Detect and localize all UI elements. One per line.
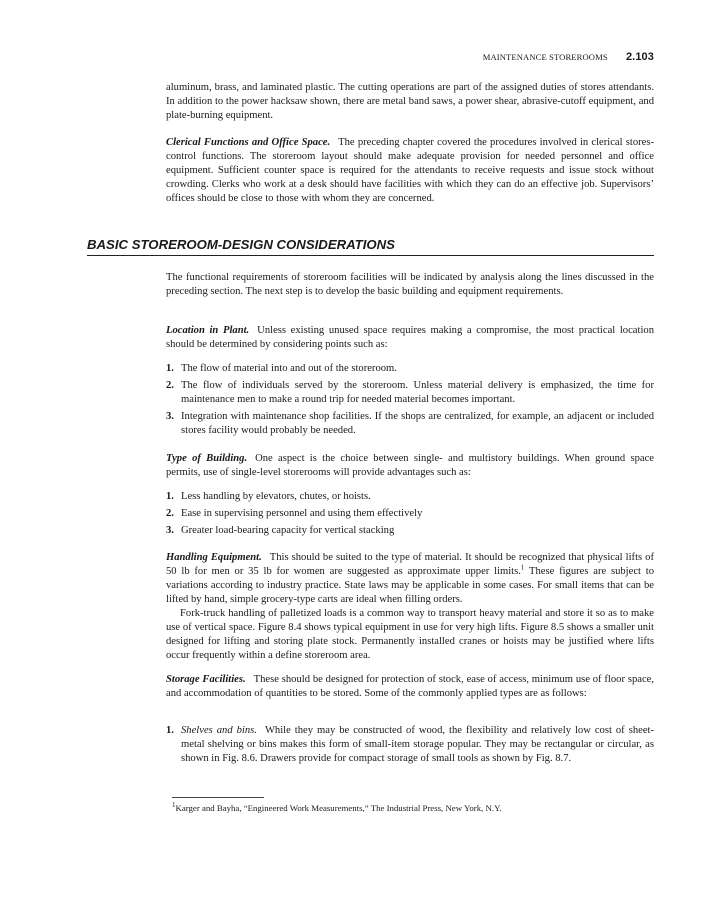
building-paragraph	[166, 452, 654, 480]
list-item-number: 1.	[166, 363, 174, 374]
footnote-rule	[172, 797, 264, 798]
intro-block	[166, 81, 654, 123]
location-list-block	[166, 362, 654, 438]
list-item-text: Less handling by elevators, chutes, or hoists.	[181, 491, 371, 502]
list-item-title: Shelves and bins.	[181, 725, 257, 736]
list-item-number: 3.	[166, 411, 174, 422]
location-text: Unless existing unused space requires making a compromise, the most practical location should be determined by considering points such as:	[166, 325, 654, 350]
building-list	[166, 490, 654, 538]
handling-block	[166, 551, 654, 663]
list-item-text: Greater load-bearing capacity for vertical stacking	[181, 525, 395, 536]
list-item	[166, 724, 654, 766]
list-item	[166, 362, 654, 376]
list-item-text: Integration with maintenance shop facilities. If the shops are centralized, for example, an adjacent or included stores facility would probably be needed.	[181, 411, 654, 436]
building-text: One aspect is the choice between single- and multistory buildings. When ground space permits, use of single-level storerooms will provide advantages such as:	[166, 453, 654, 478]
building-block	[166, 452, 654, 480]
storage-paragraph	[166, 673, 654, 701]
clerical-heading: Clerical Functions and Office Space.	[166, 137, 331, 148]
section-intro-paragraph: The functional requirements of storeroom facilities will be indicated by analysis along the lines discussed in the preceding section. The next step is to develop the basic building and equipment requirements.	[166, 272, 654, 297]
list-item-text: The flow of material into and out of the storeroom.	[181, 363, 397, 374]
location-heading: Location in Plant.	[166, 325, 250, 336]
section-heading: BASIC STOREROOM-DESIGN CONSIDERATIONS	[87, 237, 654, 256]
list-item-number: 1.	[166, 725, 174, 736]
list-item	[166, 379, 654, 407]
location-block	[166, 324, 654, 352]
section-intro-block	[166, 271, 654, 299]
location-paragraph	[166, 324, 654, 352]
clerical-paragraph	[166, 136, 654, 206]
storage-text: These should be designed for protection of stock, ease of access, minimum use of floor space, and accommodation of quantities to be stored. Some of the commonly applied types are as follows:	[166, 674, 654, 699]
building-list-block	[166, 490, 654, 538]
list-item-number: 2.	[166, 380, 174, 391]
list-item-text: While they may be constructed of wood, the flexibility and relatively low cost of sheet-metal shelving or bins makes this form of small-item storage popular. They may be rectangular or circular, as shown in Fig. 8.6. Drawers provide for compact storage of small tools as shown by Fig. 8.7.	[181, 725, 654, 764]
list-item-number: 3.	[166, 525, 174, 536]
storage-list	[166, 724, 654, 766]
storage-heading: Storage Facilities.	[166, 674, 246, 685]
footnote	[172, 803, 652, 814]
page-number: 2.103	[625, 51, 654, 63]
storage-list-block	[166, 724, 654, 766]
clerical-text: The preceding chapter covered the procedures involved in clerical stores-control functions. The storeroom layout should make adequate provision for needed personnel and office equipment. Sufficient counter space is required for the attendants to receive requests and issue stock without crowding. Clerks who work at a desk should have facilities with which they can do an effective job. Supervisors’ offices should be close to those with whom they are concerned.	[166, 137, 655, 204]
list-item	[166, 410, 654, 438]
handling-paragraph-2: Fork-truck handling of palletized loads is a common way to transport heavy material and store it so as to make use of vertical space. Figure 8.4 shows typical equipment in use for very high lifts. Figure 8.5 shows a smaller unit designed for lifting and storing plate stock. Permanently installed cranes or hoists may be justified where lifts occur frequently within a define storeroom area.	[166, 608, 654, 661]
footnote-text: Karger and Bayha, “Engineered Work Measurements,” The Industrial Press, New York, N.Y.	[175, 803, 502, 813]
handling-text-a: This should be suited to the type of material. It should be recognized that physical lifts of 50 lb for men or 35 lb for women are suggested as approximate upper limits.	[166, 552, 654, 577]
list-item	[166, 507, 654, 521]
list-item-number: 2.	[166, 508, 174, 519]
intro-paragraph: aluminum, brass, and laminated plastic. The cutting operations are part of the assigned duties of stores attendants. In addition to the power hacksaw shown, there are metal band saws, a power shear, abrasive-cutoff equipment, and plate-burning equipment.	[166, 82, 654, 121]
storage-block	[166, 673, 654, 701]
running-title: MAINTENANCE STOREROOMS	[482, 52, 608, 62]
list-item-text: Ease in supervising personnel and using them effectively	[181, 508, 423, 519]
handling-paragraph-1	[166, 551, 654, 607]
list-item	[166, 490, 654, 504]
footnote-reference: 1	[520, 563, 525, 572]
list-item-number: 1.	[166, 491, 174, 502]
footnote-marker: 1	[172, 801, 176, 810]
handling-text-b: These figures are subject to variations according to industry practice. State laws may be applicable in some cases. For small items that can be lifted by hand, simple grocery-type carts are ideal when filling orders.	[166, 566, 654, 605]
running-head	[0, 51, 654, 63]
handling-heading: Handling Equipment.	[166, 552, 262, 563]
clerical-block	[166, 136, 654, 206]
list-item	[166, 524, 654, 538]
building-heading: Type of Building.	[166, 453, 248, 464]
list-item-text: The flow of individuals served by the storeroom. Unless material delivery is emphasized, the time for maintenance men to make a round trip for needed material becomes important.	[181, 380, 654, 405]
location-list	[166, 362, 654, 438]
